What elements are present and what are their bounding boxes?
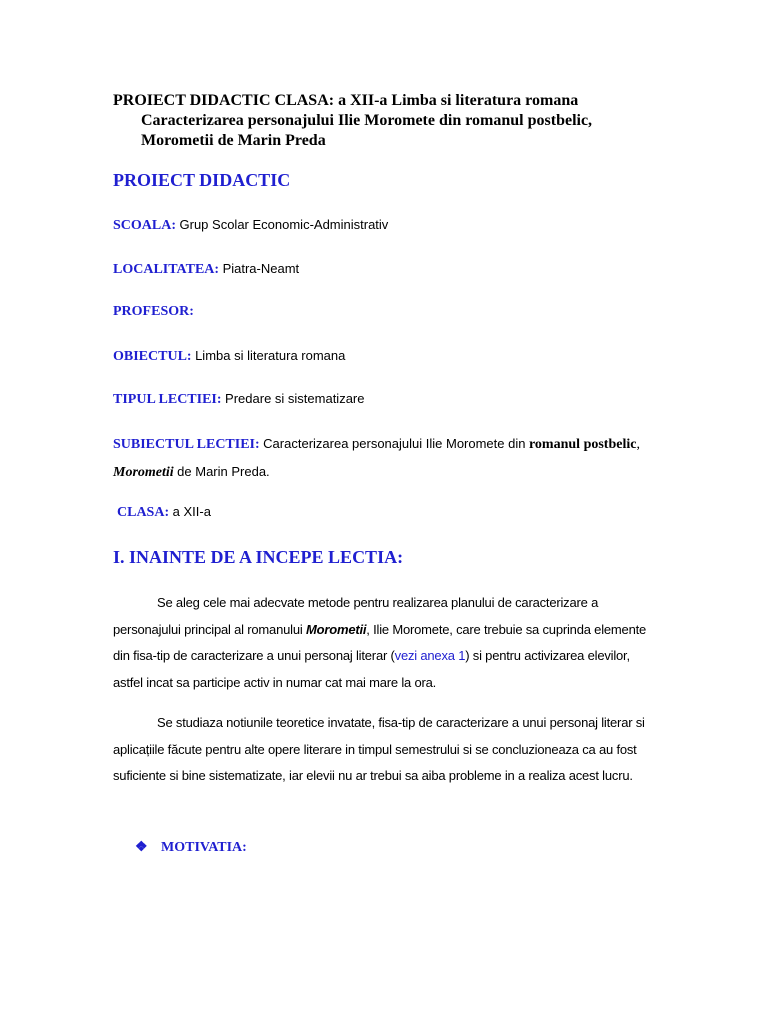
subiectul-text-1: Caracterizarea personajului Ilie Moromete din xyxy=(263,436,526,451)
field-clasa xyxy=(117,499,657,526)
field-scoala xyxy=(113,212,653,239)
subiectul-bold-2: postbelic xyxy=(583,437,637,452)
paragraph-1 xyxy=(113,590,653,696)
subiectul-comma: , xyxy=(636,437,640,452)
heading-proiect-didactic: PROIECT DIDACTIC xyxy=(113,170,291,190)
localitatea-value: Piatra-Neamt xyxy=(222,261,300,276)
obiectul-value: Limba si literatura romana xyxy=(195,348,346,363)
scoala-label: SCOALA: xyxy=(113,218,177,233)
p1-text-c: ) si pentru activizarea elevilor, astfel incat sa participe activ in numar cat mai mare la ora. xyxy=(113,648,630,690)
profesor-label: PROFESOR: xyxy=(113,304,194,319)
p1-text-b: , Ilie Moromete, care trebuie sa cuprinda elemente din fisa-tip de caracterizare a unui personaj literar ( xyxy=(113,621,647,663)
field-profesor xyxy=(113,299,653,325)
field-subiectul-lectiei xyxy=(113,430,653,486)
p2-text: Se studiaza notiunile teoretice invatate, fisa-tip de caracterizare a unui personaj literar si aplicațiile făcute pentru alte opere literare in timpul semestrului si se concluzioneaza ca au fost suficiente si bine sistematizate, iar elevii nu ar trebui sa aiba probleme in a realiza acest lucru. xyxy=(113,715,645,783)
subiectul-title-italic: Morometii xyxy=(113,465,174,480)
subiectul-bold-1: romanul xyxy=(528,437,581,452)
clasa-value: a XII-a xyxy=(172,504,211,519)
title-line-3: Morometii de Marin Preda xyxy=(141,132,326,149)
paragraph-2 xyxy=(113,710,653,790)
obiectul-label: OBIECTUL: xyxy=(113,349,192,364)
title-line-2: Caracterizarea personajului Ilie Moromete din romanul postbelic, xyxy=(141,112,593,129)
tipul-value: Predare si sistematizare xyxy=(225,391,365,406)
motivatia-label: MOTIVATIA: xyxy=(161,840,247,855)
p1-title-italic: Morometii xyxy=(305,621,367,637)
subiectul-label: SUBIECTUL LECTIEI: xyxy=(113,437,260,452)
title-line-1: PROIECT DIDACTIC CLASA: a XII-a Limba si literatura romana xyxy=(113,92,579,109)
localitatea-label: LOCALITATEA: xyxy=(113,262,220,277)
field-tipul-lectiei xyxy=(113,386,653,413)
subiectul-text-2: de Marin Preda. xyxy=(177,464,270,479)
p1-text-a: Se aleg cele mai adecvate metode pentru realizarea planului de caracterizare a personajului principal al romanului xyxy=(113,595,599,637)
section-heading-1: I. INAINTE DE A INCEPE LECTIA: xyxy=(113,547,404,567)
diamond-bullet-icon: ❖ xyxy=(135,840,148,855)
anexa-link[interactable]: vezi anexa 1 xyxy=(394,648,466,663)
field-obiectul xyxy=(113,343,653,370)
document-title xyxy=(113,91,673,151)
tipul-label: TIPUL LECTIEI: xyxy=(113,392,222,407)
scoala-value: Grup Scolar Economic-Administrativ xyxy=(179,217,389,232)
field-localitatea xyxy=(113,256,653,283)
bullet-motivatia xyxy=(135,839,247,856)
clasa-label: CLASA: xyxy=(117,505,170,520)
